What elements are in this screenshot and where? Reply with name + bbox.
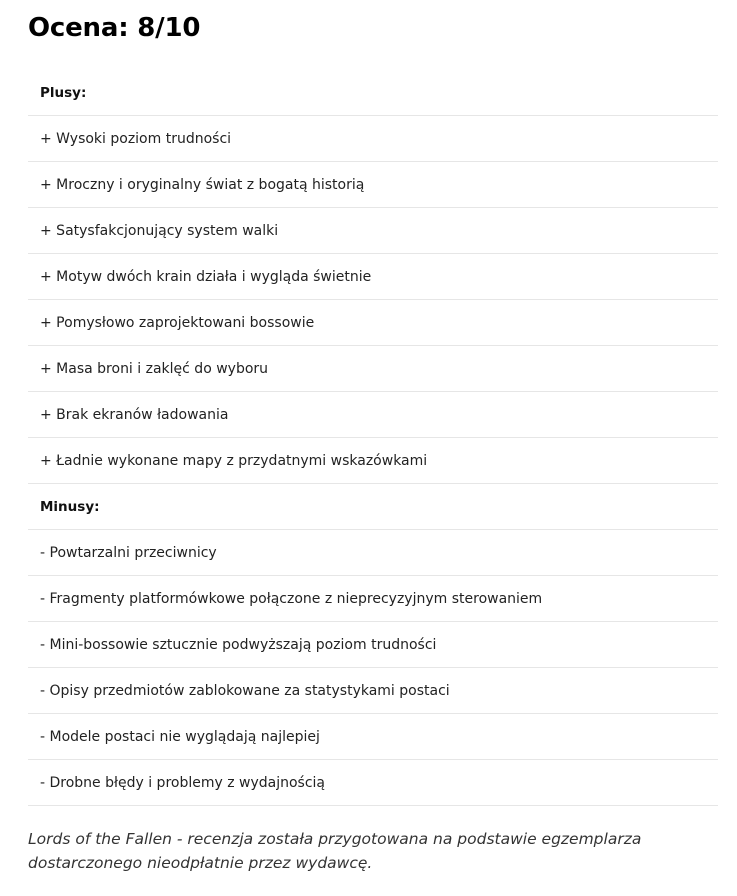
con-item: - Opisy przedmiotów zablokowane za statystykami postaci <box>28 668 718 714</box>
pro-item: + Satysfakcjonujący system walki <box>28 208 718 254</box>
pros-cons-table <box>28 70 718 806</box>
pro-item: + Mroczny i oryginalny świat z bogatą historią <box>28 162 718 208</box>
review-footnote: Lords of the Fallen - recenzja została przygotowana na podstawie egzemplarza dostarczonego nieodpłatnie przez wydawcę. <box>28 830 642 872</box>
pro-item: + Masa broni i zaklęć do wyboru <box>28 346 718 392</box>
pro-item: + Motyw dwóch krain działa i wygląda świetnie <box>28 254 718 300</box>
con-item: - Modele postaci nie wyglądają najlepiej <box>28 714 718 760</box>
con-item: - Mini-bossowie sztucznie podwyższają poziom trudności <box>28 622 718 668</box>
pro-item: + Pomysłowo zaprojektowani bossowie <box>28 300 718 346</box>
pro-item: + Wysoki poziom trudności <box>28 116 718 162</box>
con-item: - Drobne błędy i problemy z wydajnością <box>28 760 718 806</box>
con-item: - Fragmenty platformówkowe połączone z nieprecyzyjnym sterowaniem <box>28 576 718 622</box>
rating-title: Ocena: 8/10 <box>28 13 201 43</box>
cons-heading: Minusy: <box>28 484 718 530</box>
pro-item: + Brak ekranów ładowania <box>28 392 718 438</box>
con-item: - Powtarzalni przeciwnicy <box>28 530 718 576</box>
pro-item: + Ładnie wykonane mapy z przydatnymi wskazówkami <box>28 438 718 484</box>
pros-heading: Plusy: <box>28 70 718 116</box>
